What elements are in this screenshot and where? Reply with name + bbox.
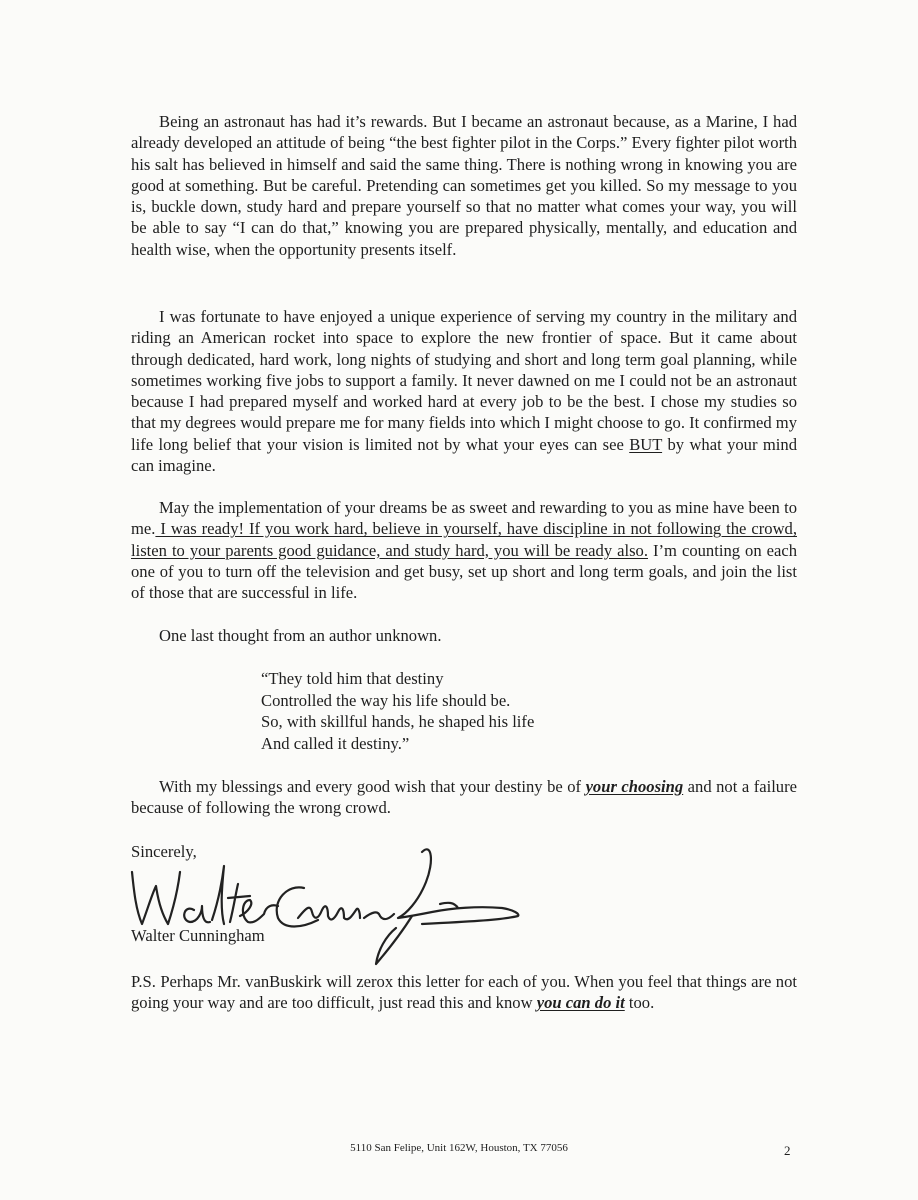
paragraph-1-text: Being an astronaut has had it’s rewards. But I became an astronaut because, as a Marine, I had already developed an attitude of being “the best fighter pilot in the Corps.” Every fighter pilot worth his salt has believed in himself and said the same thing. There is nothing wrong in knowing you are good at something. But be careful. Pretending can sometimes get you killed. So my message to you is, buckle down, study hard and prepare yourself so that no matter what comes your way, you will be able to say “I can do that,” knowing you are prepared physically, mentally, and education and health wise, when the opportunity presents itself.	[131, 112, 797, 259]
underlined-but: BUT	[629, 434, 663, 454]
postscript-text: P.S. Perhaps Mr. vanBuskirk will zerox this letter for each of you. When you feel that things are not going your way and are too difficult, just read this and know	[131, 972, 797, 1013]
paragraph-5	[131, 776, 797, 819]
page-number: 2	[784, 1143, 791, 1158]
postscript	[131, 971, 797, 1014]
emphasis-your-choosing: your choosing	[585, 777, 684, 796]
footer-address: 5110 San Felipe, Unit 162W, Houston, TX 77056	[350, 1142, 568, 1154]
poem-line-4: And called it destiny.”	[261, 733, 410, 753]
paragraph-2-end: by what your mind can imagine.	[131, 434, 797, 476]
paragraph-2-text: I was fortunate to have enjoyed a unique experience of serving my country in the military and riding an American rocket into space to explore the new frontier of space. But it came about through dedicated, hard work, long nights of studying and short and long term goal planning, while sometimes working five jobs to support a family. It never dawned on me I could not be an astronaut because I had prepared myself and worked hard at every job to be the best. I chose my studies so that my degrees would prepare me for many fields into which I might choose to go. It confirmed my life long belief that your vision is limited not by what your eyes can see	[131, 307, 797, 454]
paragraph-4-text: One last thought from an author unknown.	[159, 626, 442, 645]
paragraph-3-text: May the implementation of your dreams be as sweet and rewarding to you as mine have been to me.	[131, 498, 797, 539]
paragraph-5-end: and not a failure because of following the wrong crowd.	[131, 777, 797, 818]
handwritten-signature	[122, 832, 542, 967]
postscript-end: too.	[624, 993, 655, 1013]
poem-line-2: Controlled the way his life should be.	[261, 690, 511, 710]
poem	[261, 668, 534, 754]
poem-line-3: So, with skillful hands, he shaped his life	[261, 712, 535, 732]
paragraph-3	[131, 497, 797, 603]
paragraph-1	[131, 111, 797, 260]
paragraph-4	[131, 625, 797, 646]
underlined-ready-passage: I was ready! If you work hard, believe in yourself, have discipline in not following the crowd, listen to your parents good guidance, and study hard, you will be ready also.	[131, 519, 797, 560]
poem-line-1: “They told him that destiny	[261, 669, 444, 688]
signer-name-text: Walter Cunningham	[131, 926, 265, 945]
paragraph-3-end: I’m counting on each one of you to turn off the television and get busy, set up short and long term goals, and join the list of those that are successful in life.	[131, 540, 798, 603]
signer-name	[131, 925, 797, 946]
paragraph-2	[131, 306, 797, 476]
closing-text: Sincerely,	[131, 842, 197, 861]
emphasis-you-can-do-it: you can do it	[536, 993, 625, 1013]
paragraph-5-text: With my blessings and every good wish that your destiny be of	[159, 777, 586, 796]
